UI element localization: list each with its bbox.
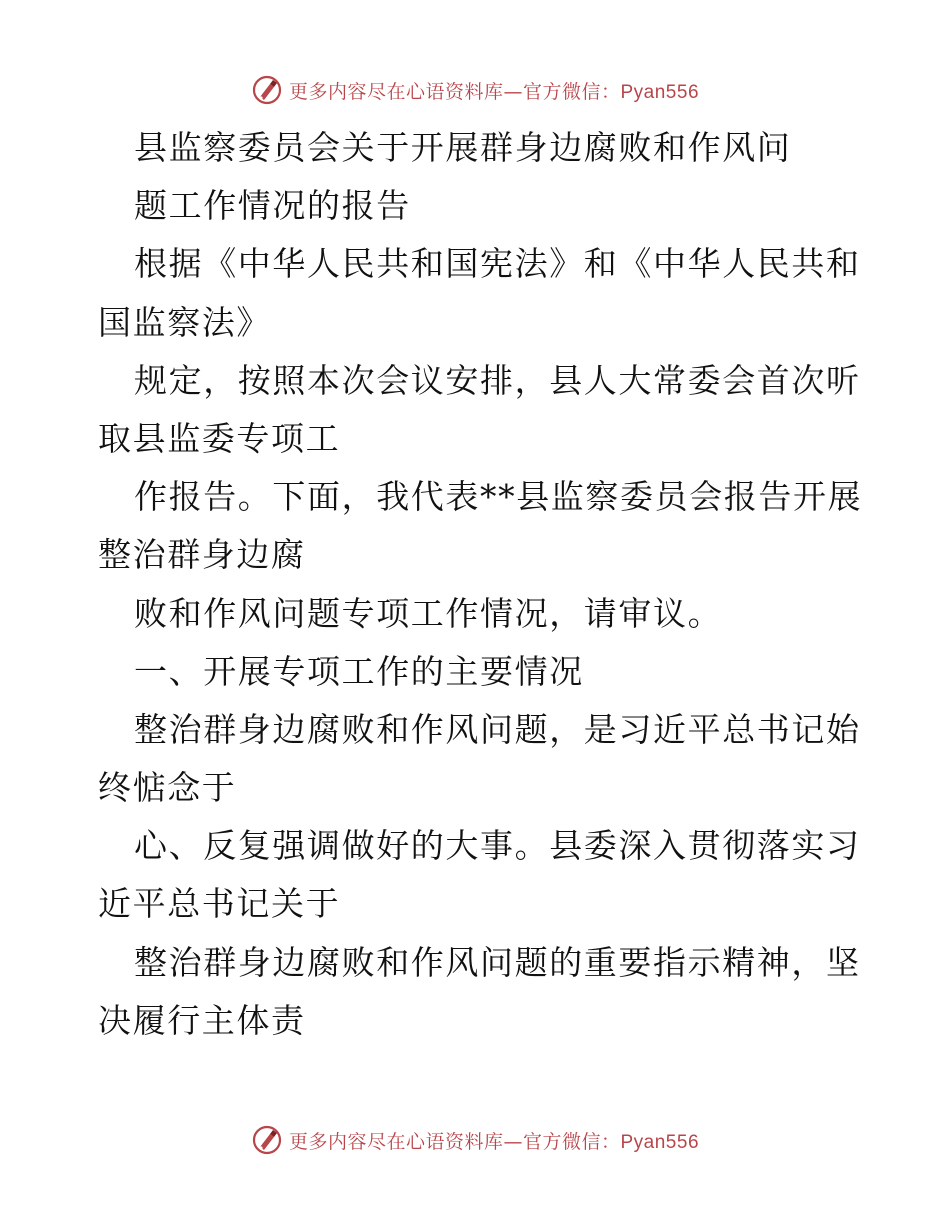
doc-line: 整治群身边腐败和作风问题，是习近平总书记始 xyxy=(134,709,861,749)
doc-line: 心、反复强调做好的大事。县委深入贯彻落实习 xyxy=(134,826,861,866)
doc-line: 根据《中华人民共和国宪法》和《中华人民共和 xyxy=(134,244,861,284)
header-watermark xyxy=(0,72,950,108)
doc-line: 规定，按照本次会议安排，县人大常委会首次听 xyxy=(134,360,861,400)
doc-line: 题工作情况的报告 xyxy=(134,186,411,226)
doc-line: 国监察法》 xyxy=(98,302,271,342)
doc-line: 整治群身边腐败和作风问题的重要指示精神，坚 xyxy=(134,942,861,982)
doc-line: 整治群身边腐 xyxy=(98,535,306,575)
watermark-text: 更多内容尽在心语资料库—官方微信：Pyan556 xyxy=(288,1130,700,1153)
doc-line: 败和作风问题专项工作情况，请审议。 xyxy=(134,593,723,633)
footer-watermark xyxy=(0,1122,950,1158)
watermark-text: 更多内容尽在心语资料库—官方微信：Pyan556 xyxy=(288,80,700,103)
document-body xyxy=(98,119,863,1050)
section-heading: 一、开展专项工作的主要情况 xyxy=(134,651,584,691)
doc-line: 取县监委专项工 xyxy=(98,418,341,458)
doc-line: 作报告。下面，我代表**县监察委员会报告开展 xyxy=(134,477,863,517)
doc-line: 决履行主体责 xyxy=(98,1000,306,1040)
doc-line: 县监察委员会关于开展群身边腐败和作风问 xyxy=(134,128,792,167)
doc-line: 终惦念于 xyxy=(98,768,237,808)
pen-logo-icon xyxy=(251,1124,283,1156)
doc-line: 近平总书记关于 xyxy=(98,884,341,924)
pen-logo-icon xyxy=(251,74,283,106)
